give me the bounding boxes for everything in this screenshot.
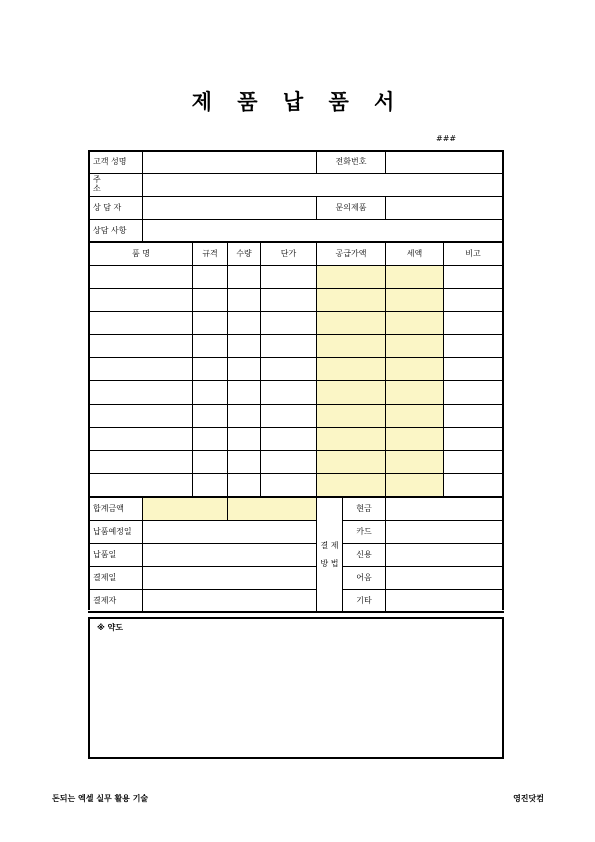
address-label-bottom: 소	[93, 183, 101, 193]
method-credit-field[interactable]	[386, 544, 502, 566]
phone-field[interactable]	[386, 151, 502, 173]
product-header: 품 명	[132, 249, 150, 258]
delivery-date-label: 납품일	[93, 550, 117, 559]
payment-date-label: 결제일	[93, 573, 117, 582]
row-line	[88, 427, 504, 428]
note-header: 비고	[465, 249, 481, 258]
counselor-field[interactable]	[143, 197, 316, 219]
phone-label: 전화번호	[335, 157, 367, 166]
qty-header: 수량	[236, 249, 252, 258]
row-line	[88, 265, 504, 266]
row-line	[88, 288, 504, 289]
col-line	[316, 242, 317, 497]
row-line	[88, 380, 504, 381]
supply-price-column-highlight	[317, 266, 385, 496]
customer-name-label: 고객 성명	[93, 157, 127, 166]
document-number: ###	[436, 134, 457, 143]
row-line	[88, 357, 504, 358]
sketch-map-box[interactable]	[88, 617, 504, 759]
col-line	[192, 242, 193, 497]
delivery-date-field[interactable]	[143, 544, 316, 566]
method-cash-field[interactable]	[386, 498, 502, 520]
footer-publisher: 영진닷컴	[513, 794, 544, 803]
consultation-field[interactable]	[143, 220, 502, 241]
unit-price-header: 단가	[280, 249, 297, 258]
spec-header: 규격	[202, 249, 218, 258]
tax-header: 세액	[406, 249, 423, 258]
method-note-label: 어음	[356, 573, 372, 582]
scheduled-date-field[interactable]	[143, 521, 316, 543]
scheduled-date-label: 납품예정일	[93, 527, 132, 536]
document-title: 제 품 납 품 서	[191, 90, 404, 114]
total-amount-label: 합계금액	[93, 504, 124, 513]
summary-bottom-border	[88, 611, 504, 613]
method-card-field[interactable]	[386, 521, 502, 543]
payment-date-field[interactable]	[143, 567, 316, 589]
tax-column-highlight	[386, 266, 443, 496]
col-line	[385, 242, 386, 497]
payer-label: 결제자	[93, 595, 117, 605]
supply-price-header: 공급가액	[335, 249, 367, 258]
customer-name-field[interactable]	[143, 151, 316, 173]
method-other-label: 기타	[356, 595, 372, 605]
total-tax-field[interactable]	[228, 498, 316, 520]
footer-book-title: 돈되는 엑셀 실무 활용 기술	[52, 794, 149, 803]
row-line	[88, 404, 504, 405]
payment-method-label-bottom: 방 법	[320, 559, 339, 568]
row-line	[88, 334, 504, 335]
col-line	[443, 242, 444, 497]
payment-method-label-top: 결 제	[320, 541, 339, 550]
col-line	[260, 242, 261, 497]
col-line	[227, 242, 228, 497]
row-line	[88, 311, 504, 312]
total-amount-field[interactable]	[143, 498, 227, 520]
method-card-label: 카드	[356, 527, 372, 536]
method-credit-label: 신용	[356, 550, 372, 559]
payer-field[interactable]	[143, 590, 316, 611]
sketch-map-label: ※ 약도	[97, 623, 124, 632]
inquiry-product-label: 문의제품	[335, 203, 367, 212]
col-line	[316, 497, 317, 612]
counselor-label: 상 담 자	[93, 203, 122, 212]
row-line	[88, 450, 504, 451]
address-label-top: 주	[93, 174, 101, 184]
inquiry-product-field[interactable]	[386, 197, 502, 219]
row-line	[88, 473, 504, 474]
method-note-field[interactable]	[386, 567, 502, 589]
method-cash-label: 현금	[356, 504, 372, 513]
consultation-label: 상담 사항	[93, 225, 127, 235]
address-field[interactable]	[143, 174, 502, 196]
method-other-field[interactable]	[386, 590, 502, 611]
